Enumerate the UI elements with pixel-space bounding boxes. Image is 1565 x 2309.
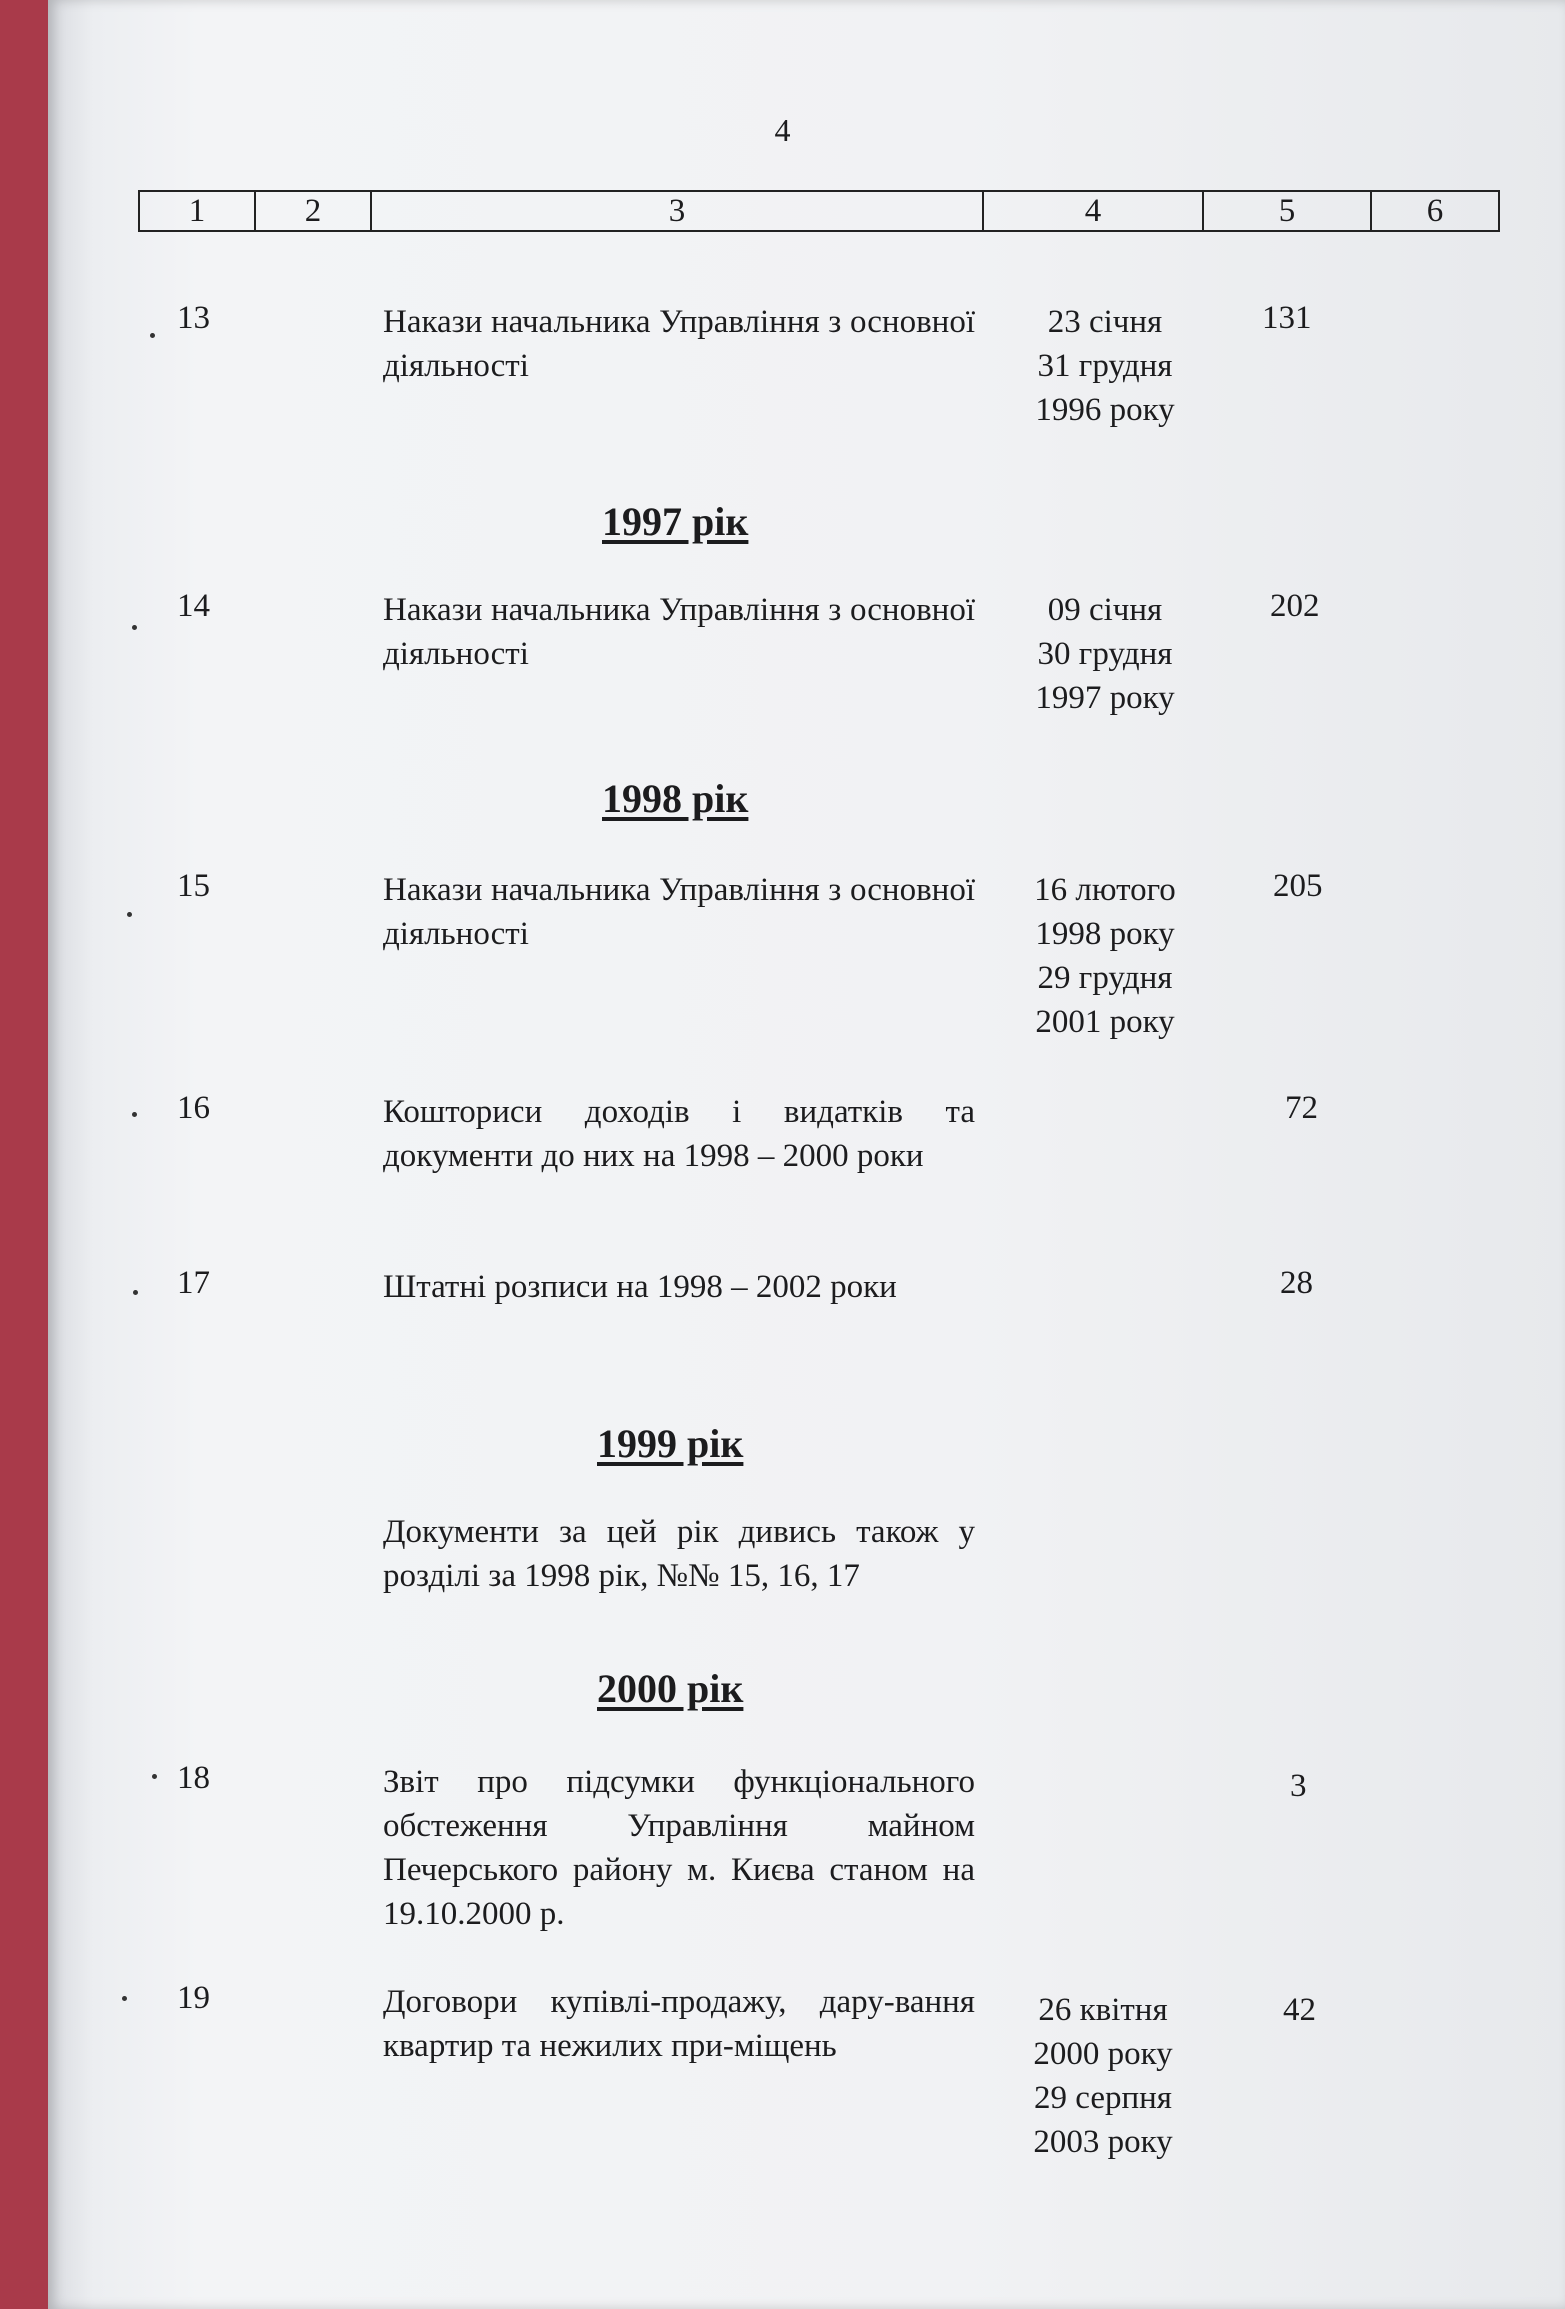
margin-mark [133,1290,138,1295]
entry-17-number: 17 [177,1265,210,1301]
header-col-2: 2 [256,192,372,230]
entry-15-number: 15 [177,868,210,904]
entry-13-description: Накази начальника Управління з основної діяльності [383,304,975,384]
entry-17-description: Штатні розписи на 1998 – 2002 роки [383,1269,897,1305]
entry-13-dates: 23 січня 31 грудня 1996 року [1035,304,1175,428]
margin-mark [127,912,132,917]
section-year-2000: 2000 рік [597,1666,744,1711]
note-1999: Документи за цей рік дивись також у розділі за 1998 рік, №№ 15, 16, 17 [383,1514,975,1594]
entry-16-number: 16 [177,1090,210,1126]
entry-13-pages: 131 [1262,300,1312,336]
entry-17-pages: 28 [1280,1265,1313,1301]
header-col-4: 4 [984,192,1204,230]
entry-14-description: Накази начальника Управління з основної діяльності [383,592,975,672]
header-col-6: 6 [1426,193,1444,229]
margin-mark [132,625,137,630]
section-year-1997: 1997 рік [602,499,749,544]
entry-14-pages: 202 [1270,588,1320,624]
header-col-5: 5 [1204,192,1372,230]
entry-15-description: Накази начальника Управління з основної діяльності [383,872,975,952]
entry-19-description: Договори купівлі-продажу, дару-вання квартир та нежилих при-міщень [383,1984,975,2064]
table-header-row [138,190,1500,232]
section-year-1998: 1998 рік [602,776,749,821]
section-year-1999: 1999 рік [597,1421,744,1466]
entry-19-pages: 42 [1283,1992,1316,2028]
entry-16-description: Кошториси доходів і видатків та документи до них на 1998 – 2000 роки [383,1094,975,1174]
entry-19-dates: 26 квітня 2000 року 29 серпня 2003 року [1033,1992,1173,2160]
margin-mark [152,1774,157,1779]
margin-mark [132,1112,137,1117]
entry-15-dates: 16 лютого 1998 року 29 грудня 2001 року [1034,872,1176,1040]
entry-14-number: 14 [177,588,210,624]
margin-mark [122,1996,127,2001]
margin-mark [150,333,155,338]
entry-16-pages: 72 [1285,1090,1318,1126]
entry-13-number: 13 [177,300,210,336]
entry-18-description: Звіт про підсумки функціонального обстеження Управління майном Печерського району м. Києва станом на 19.10.2000 р. [383,1764,975,1932]
entry-18-number: 18 [177,1760,210,1796]
entry-18-pages: 3 [1290,1768,1307,1804]
header-col-1: 1 [140,192,256,230]
page-number: 4 [774,112,791,148]
entry-19-number: 19 [177,1980,210,2016]
entry-15-pages: 205 [1273,868,1323,904]
header-col-3: 3 [372,192,984,230]
entry-14-dates: 09 січня 30 грудня 1997 року [1035,592,1175,716]
